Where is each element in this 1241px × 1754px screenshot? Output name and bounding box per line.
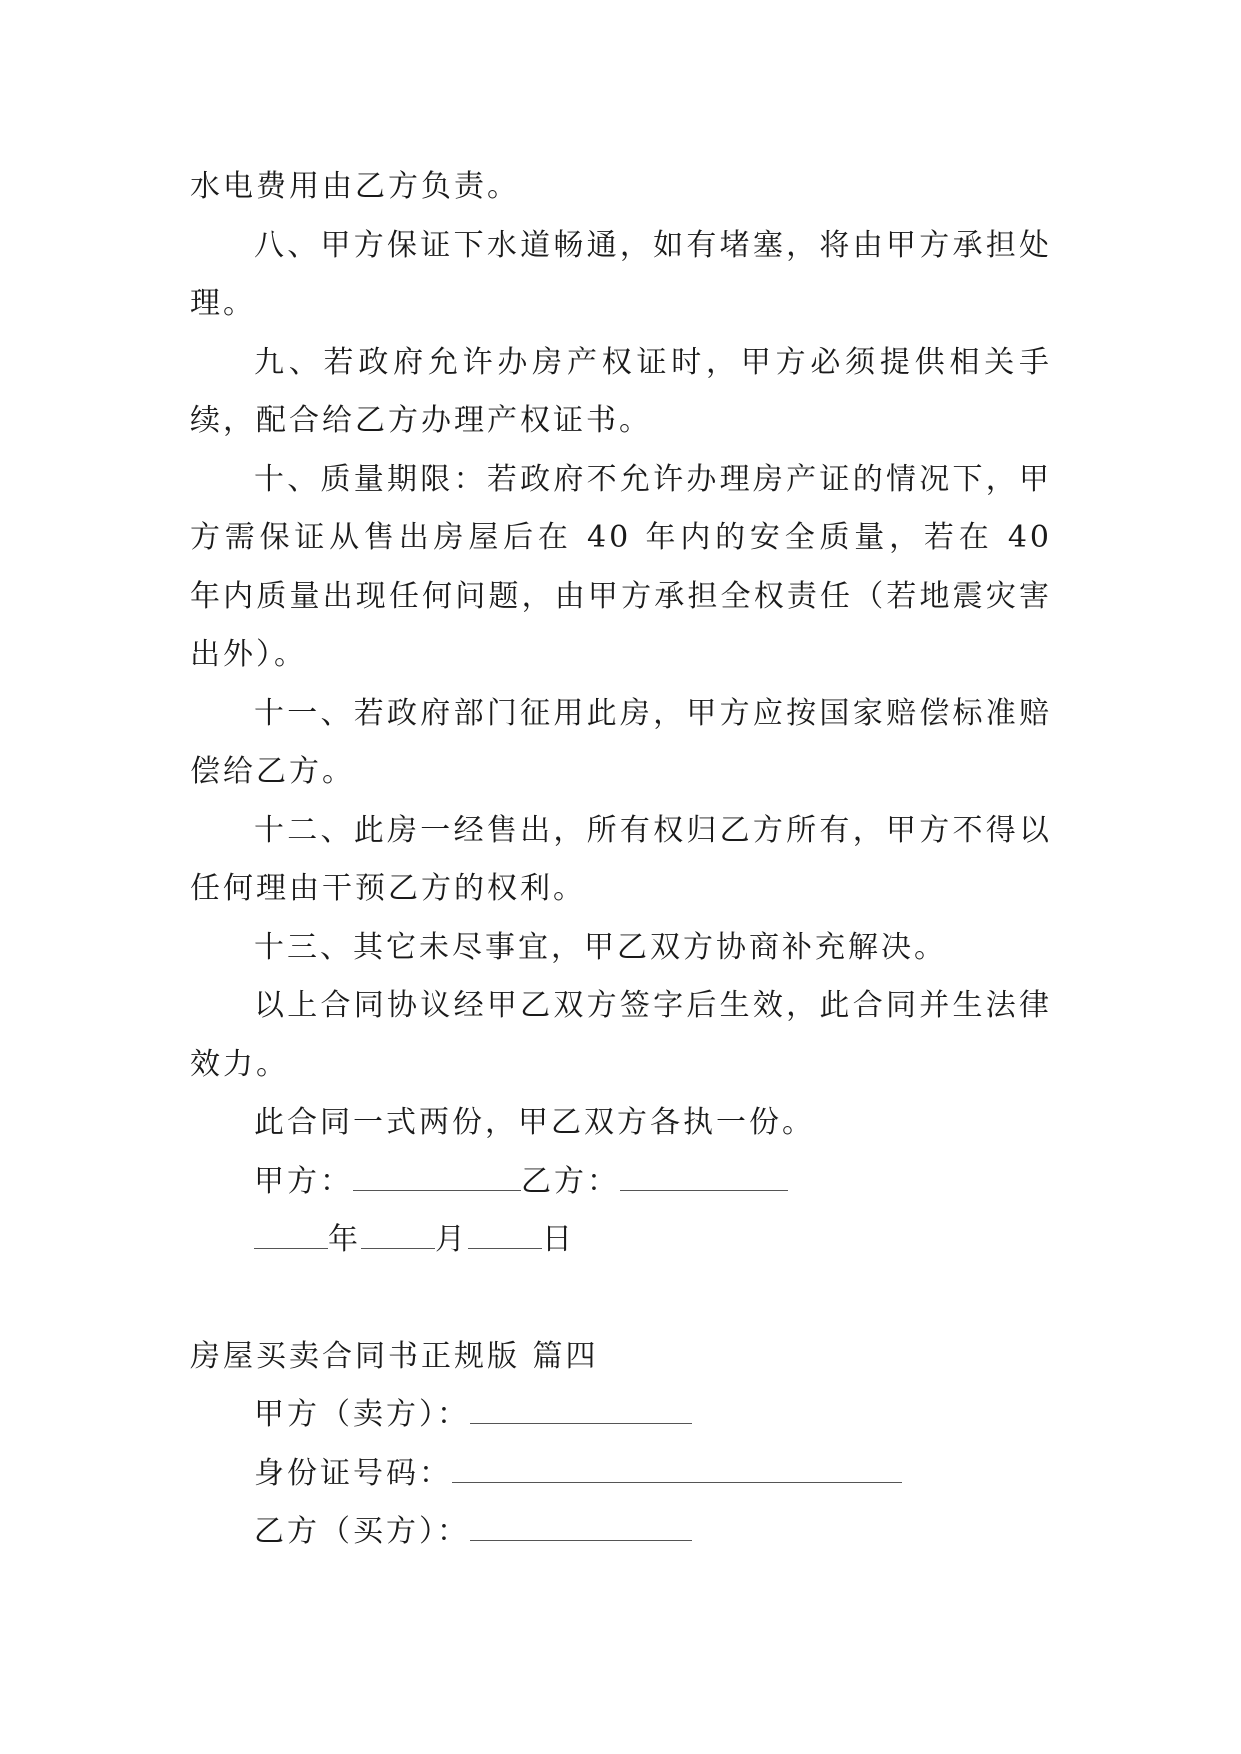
seller-label: 甲方（卖方）： xyxy=(254,1397,470,1432)
year-label: 年 xyxy=(328,1222,361,1257)
buyer-input-line[interactable] xyxy=(470,1514,692,1541)
month-label: 月 xyxy=(435,1222,468,1257)
party-a-signature-line[interactable] xyxy=(353,1164,521,1191)
buyer-label: 乙方（买方）： xyxy=(254,1514,470,1549)
day-label: 日 xyxy=(542,1222,575,1257)
paragraph-clause-12: 十二、此房一经售出，所有权归乙方所有，甲方不得以任何理由干预乙方的权利。 xyxy=(190,812,1052,906)
id-number-input-line[interactable] xyxy=(452,1456,902,1483)
party-b-signature-line[interactable] xyxy=(620,1164,788,1191)
id-number-row xyxy=(190,1445,1052,1504)
document-body xyxy=(190,158,1052,1562)
section-title: 房屋买卖合同书正规版 篇四 xyxy=(190,1338,599,1374)
paragraph-utilities: 水电费用由乙方负责。 xyxy=(190,169,520,204)
day-line[interactable] xyxy=(468,1222,542,1249)
year-line[interactable] xyxy=(254,1222,328,1249)
paragraph-effect: 以上合同协议经甲乙双方签字后生效，此合同并生法律效力。 xyxy=(190,988,1052,1082)
paragraph-clause-10: 十、质量期限：若政府不允许办理房产证的情况下，甲方需保证从售出房屋后在 40 年内的安全质量，若在 40 年内质量出现任何问题，由甲方承担全权责任（若地震灾害出外）。 xyxy=(190,461,1052,672)
paragraph-clause-11: 十一、若政府部门征用此房，甲方应按国家赔偿标准赔偿给乙方。 xyxy=(190,695,1052,789)
signature-row xyxy=(190,1153,1052,1212)
seller-row xyxy=(190,1386,1052,1445)
party-a-label: 甲方： xyxy=(254,1163,353,1199)
buyer-row xyxy=(190,1503,1052,1562)
seller-input-line[interactable] xyxy=(470,1397,692,1424)
id-number-label: 身份证号码： xyxy=(254,1455,452,1491)
paragraph-clause-13: 十三、其它未尽事宜，甲乙双方协商补充解决。 xyxy=(254,929,947,965)
paragraph-clause-8: 八、甲方保证下水道畅通，如有堵塞，将由甲方承担处理。 xyxy=(190,227,1052,321)
date-row xyxy=(190,1211,1052,1270)
month-line[interactable] xyxy=(361,1222,435,1249)
paragraph-clause-9: 九、若政府允许办房产权证时，甲方必须提供相关手续，配合给乙方办理产权证书。 xyxy=(190,344,1052,438)
party-b-label: 乙方： xyxy=(521,1163,620,1199)
paragraph-copies: 此合同一式两份，甲乙双方各执一份。 xyxy=(254,1105,815,1140)
